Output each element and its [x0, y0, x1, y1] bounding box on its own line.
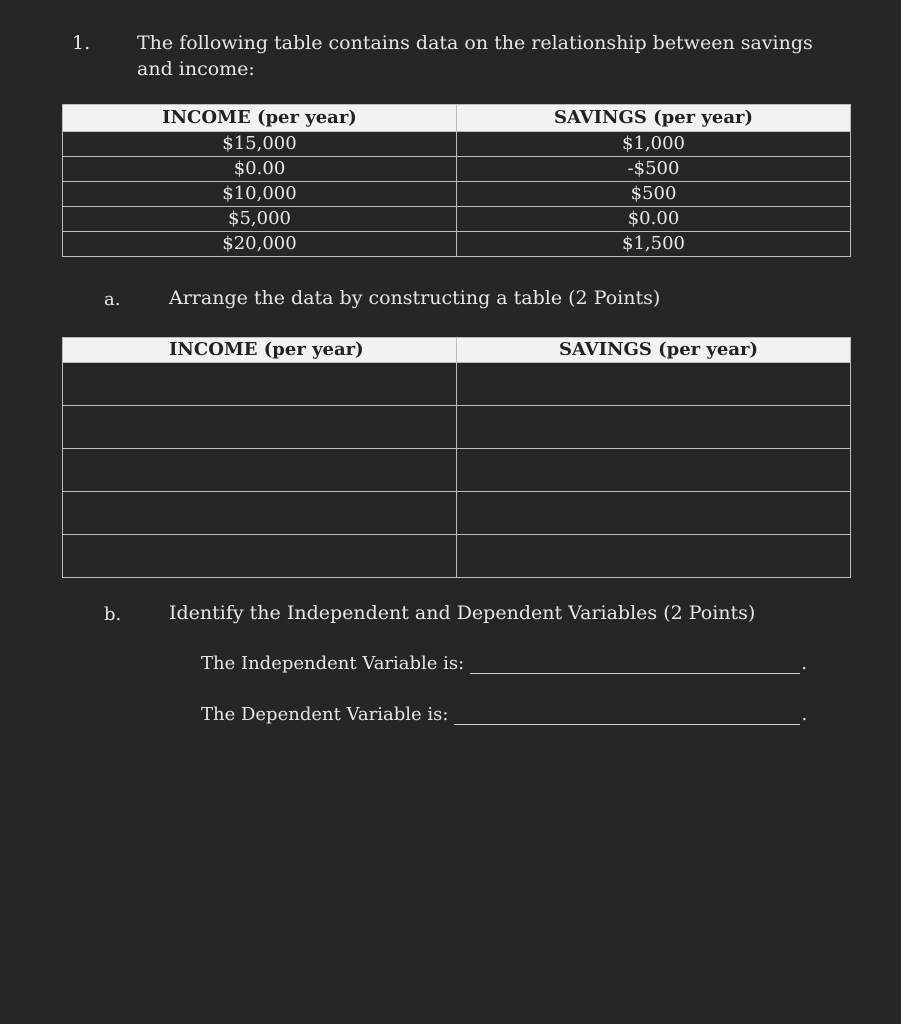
- table-header-row: [63, 338, 851, 363]
- table-row: [63, 449, 851, 492]
- savings-answer-cell[interactable]: [457, 535, 851, 578]
- income-answer-cell[interactable]: [63, 363, 457, 406]
- savings-header: SAVINGS (per year): [457, 105, 851, 132]
- income-header: INCOME (per year): [63, 338, 457, 363]
- dependent-variable-label: The Dependent Variable is:: [201, 704, 449, 725]
- income-answer-cell[interactable]: [63, 535, 457, 578]
- income-header: INCOME (per year): [63, 105, 457, 132]
- dependent-variable-blank[interactable]: [454, 704, 800, 725]
- part-b-text: Identify the Independent and Dependent Variables (2 Points): [169, 602, 756, 624]
- independent-variable-label: The Independent Variable is:: [201, 653, 465, 674]
- savings-cell: $1,500: [457, 232, 851, 257]
- savings-answer-cell[interactable]: [457, 406, 851, 449]
- table-row: [63, 132, 851, 157]
- given-data-table: [62, 104, 851, 257]
- independent-variable-row: [201, 653, 807, 674]
- savings-header: SAVINGS (per year): [457, 338, 851, 363]
- end-mark: .: [801, 653, 807, 674]
- income-cell: $0.00: [63, 157, 457, 182]
- table-row: [63, 207, 851, 232]
- table-row: [63, 363, 851, 406]
- table-row: [63, 232, 851, 257]
- table-header-row: [63, 105, 851, 132]
- income-cell: $10,000: [63, 182, 457, 207]
- part-b-letter: b.: [104, 604, 122, 625]
- part-a-text: Arrange the data by constructing a table (2 Points): [169, 287, 661, 309]
- savings-cell: $0.00: [457, 207, 851, 232]
- table-row: [63, 157, 851, 182]
- income-answer-cell[interactable]: [63, 492, 457, 535]
- savings-cell: $1,000: [457, 132, 851, 157]
- table-row: [63, 535, 851, 578]
- savings-answer-cell[interactable]: [457, 492, 851, 535]
- income-cell: $5,000: [63, 207, 457, 232]
- table-row: [63, 182, 851, 207]
- table-row: [63, 492, 851, 535]
- income-answer-cell[interactable]: [63, 449, 457, 492]
- end-mark: .: [801, 704, 808, 725]
- income-cell: $20,000: [63, 232, 457, 257]
- savings-answer-cell[interactable]: [457, 363, 851, 406]
- part-a-letter: a.: [104, 289, 121, 310]
- question-text: The following table contains data on the relationship between savings and income:: [137, 32, 813, 80]
- independent-variable-blank[interactable]: [470, 653, 800, 674]
- savings-cell: $500: [457, 182, 851, 207]
- table-row: [63, 406, 851, 449]
- savings-answer-cell[interactable]: [457, 449, 851, 492]
- savings-cell: -$500: [457, 157, 851, 182]
- question-number: 1.: [72, 32, 91, 54]
- answer-table: [62, 337, 851, 578]
- income-cell: $15,000: [63, 132, 457, 157]
- income-answer-cell[interactable]: [63, 406, 457, 449]
- dependent-variable-row: [201, 704, 807, 725]
